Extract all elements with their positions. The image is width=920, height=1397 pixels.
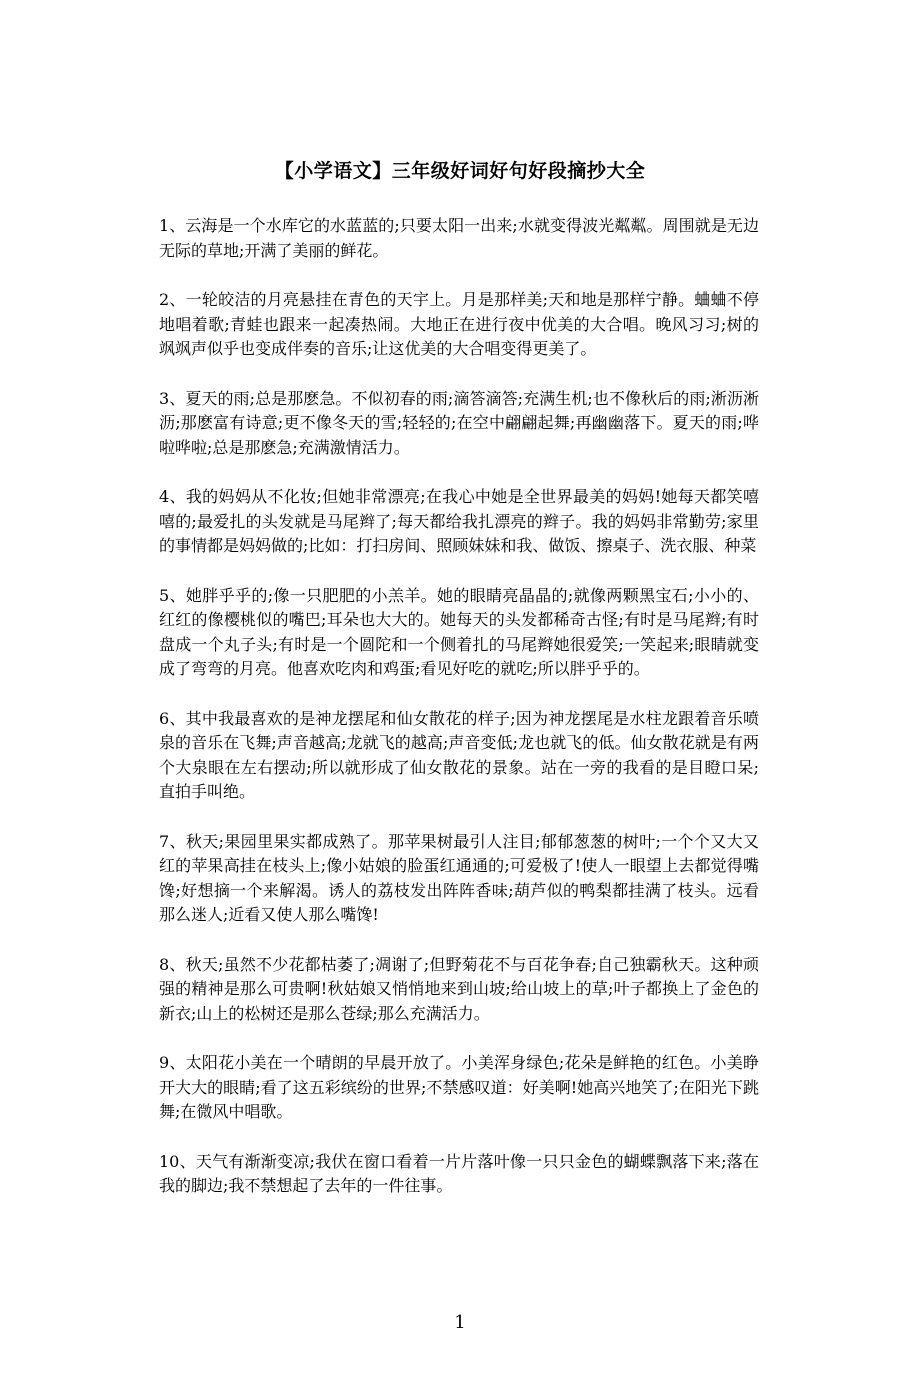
paragraph-7: 7、秋天;果园里果实都成熟了。那苹果树最引人注目;郁郁葱葱的树叶;一个个又大又红的苹果高挂在枝头上;像小姑娘的脸蛋红通通的;可爱极了!使人一眼望上去都觉得嘴馋;好想摘一个来解渴。诱人的荔枝发出阵阵香味;葫芦似的鸭梨都挂满了枝头。远看那么迷人;近看又使人那么嘴馋! (159, 831, 759, 924)
paragraph-1: 1、云海是一个水库它的水蓝蓝的;只要太阳一出来;水就变得波光粼粼。周围就是无边无际的草地;开满了美丽的鲜花。 (159, 216, 759, 260)
document-title: 【小学语文】三年级好词好句好段摘抄大全 (274, 160, 646, 182)
paragraph-5: 5、她胖乎乎的;像一只肥肥的小羔羊。她的眼睛亮晶晶的;就像两颗黑宝石;小小的、红红的像樱桃似的嘴巴;耳朵也大大的。她每天的头发都稀奇古怪;有时是马尾辫;有时盘成一个丸子头;有时是一个圆陀和一个侧着扎的马尾辫她很爱笑;一笑起来;眼睛就变成了弯弯的月亮。他喜欢吃肉和鸡蛋;看见好吃的就吃;所以胖乎乎的。 (159, 585, 759, 678)
paragraph-3: 3、夏天的雨;总是那麽急。不似初春的雨;滴答滴答;充满生机;也不像秋后的雨;淅沥淅沥;那麽富有诗意;更不像冬天的雪;轻轻的;在空中翩翩起舞;再幽幽落下。夏天的雨;哗啦哗啦;总是那麽急;充满激情活力。 (159, 388, 759, 457)
paragraph-2: 2、一轮皎洁的月亮悬挂在青色的天宇上。月是那样美;天和地是那样宁静。蛐蛐不停地唱着歌;青蛙也跟来一起凑热闹。大地正在进行夜中优美的大合唱。晚风习习;树的飒飒声似乎也变成伴奏的音乐;让这优美的大合唱变得更美了。 (159, 290, 759, 358)
paragraph-8: 8、秋天;虽然不少花都枯萎了;凋谢了;但野菊花不与百花争春;自己独霸秋天。这种顽强的精神是那么可贵啊!秋姑娘又悄悄地来到山坡;给山坡上的草;叶子都换上了金色的新衣;山上的松树还是那么苍绿;那么充满活力。 (159, 954, 759, 1023)
paragraph-10: 10、天气有渐渐变凉;我伏在窗口看着一片片落叶像一只只金色的蝴蝶飘落下来;落在我的脚边;我不禁想起了去年的一件往事。 (159, 1151, 759, 1195)
document-body (159, 214, 759, 1224)
paragraph-9: 9、太阳花小美在一个晴朗的早晨开放了。小美浑身绿色;花朵是鲜艳的红色。小美睁开大大的眼睛;看了这五彩缤纷的世界;不禁感叹道：好美啊!她高兴地笑了;在阳光下跳舞;在微风中唱歌。 (159, 1053, 759, 1121)
paragraph-6: 6、其中我最喜欢的是神龙摆尾和仙女散花的样子;因为神龙摆尾是水柱龙跟着音乐喷泉的音乐在飞舞;声音越高;龙就飞的越高;声音变低;龙也就飞的低。仙女散花就是有两个大泉眼在左右摆动;所以就形成了仙女散花的景象。站在一旁的我看的是目瞪口呆;直拍手叫绝。 (159, 708, 759, 801)
paragraph-4: 4、我的妈妈从不化妆;但她非常漂亮;在我心中她是全世界最美的妈妈!她每天都笑嘻嘻的;最爱扎的头发就是马尾辫了;每天都给我扎漂亮的辫子。我的妈妈非常勤劳;家里的事情都是妈妈做的;比如：打扫房间、照顾妹妹和我、做饭、擦桌子、洗衣服、种菜 (159, 487, 759, 555)
page-number: 1 (454, 1312, 466, 1333)
